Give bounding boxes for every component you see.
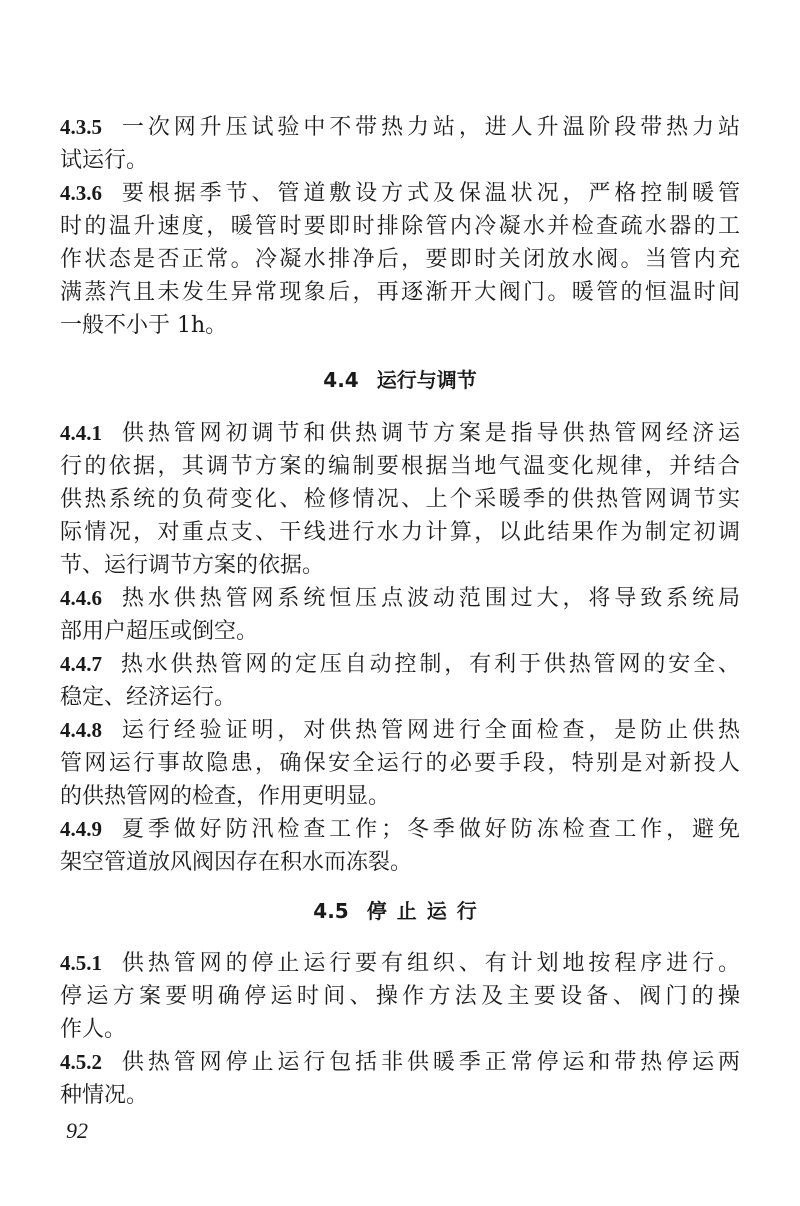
clause-text: 热水供热管网的定压自动控制，有利于供热管网的安全、 [118, 652, 740, 677]
section [60, 364, 740, 879]
text-line [60, 780, 740, 813]
clause-paragraph [60, 714, 740, 813]
clause-text: 供热管网停止运行包括非供暖季正常停运和带热停运两 [118, 1050, 740, 1075]
text-line [60, 582, 740, 615]
clause-number: 4.4.7 [60, 652, 102, 676]
clause-text: 作人。 [60, 1017, 127, 1042]
section-number: 4.5 [313, 899, 349, 923]
text-line [60, 243, 740, 276]
text-line [60, 846, 740, 879]
clause-number: 4.5.1 [60, 951, 102, 975]
clause-number: 4.4.9 [60, 817, 102, 841]
text-line [60, 549, 740, 582]
text-line [60, 681, 740, 714]
text-line [60, 483, 740, 516]
text-line [60, 417, 740, 450]
text-line [60, 1079, 740, 1112]
clause-text: 际情况，对重点支、干线进行水力计算，以此结果作为制定初调 [60, 520, 740, 545]
clause-paragraph [60, 813, 740, 879]
clause-text: 种情况。 [60, 1083, 149, 1108]
clause-number: 4.4.6 [60, 586, 102, 610]
page-number: 92 [66, 1118, 88, 1143]
clause-text: 夏季做好防汛检查工作；冬季做好防冻检查工作，避免 [118, 817, 740, 842]
document-body [60, 111, 740, 1112]
clause-paragraph [60, 1046, 740, 1112]
clause-paragraph [60, 582, 740, 648]
clause-number: 4.3.6 [60, 181, 102, 205]
clause-paragraph [60, 111, 740, 177]
text-line [60, 144, 740, 177]
clause-text: 作状态是否正常。冷凝水排净后，要即时关闭放水阀。当管内充 [60, 247, 740, 272]
clause-number: 4.5.2 [60, 1050, 102, 1074]
clause-paragraph [60, 947, 740, 1046]
section [60, 895, 740, 1112]
clause-text: 试运行。 [60, 148, 149, 173]
clause-text: 节、运行调节方案的依据。 [60, 553, 325, 578]
clause-text: 行的依据，其调节方案的编制要根据当地气温变化规律，并结合 [60, 454, 740, 479]
text-line [60, 1046, 740, 1079]
text-line [60, 648, 740, 681]
clause-number: 4.3.5 [60, 115, 102, 139]
clause-text: 运行经验证明，对供热管网进行全面检查，是防止供热 [118, 718, 740, 743]
section [60, 111, 740, 342]
text-line [60, 276, 740, 309]
section-number: 4.4 [323, 368, 359, 392]
clause-paragraph [60, 177, 740, 342]
clause-text: 满蒸汽且未发生异常现象后，再逐渐开大阀门。暖管的恒温时间 [60, 280, 740, 305]
clause-text: 停运方案要明确停运时间、操作方法及主要设备、阀门的操 [60, 984, 740, 1009]
clause-paragraph [60, 417, 740, 582]
clause-text: 供热系统的负荷变化、检修情况、上个采暖季的供热管网调节实 [60, 487, 740, 512]
clause-number: 4.4.8 [60, 718, 102, 742]
clause-text: 一般不小于 1h。 [60, 313, 228, 338]
clause-text: 管网运行事故隐患，确保安全运行的必要手段，特别是对新投人 [60, 751, 740, 776]
text-line [60, 309, 740, 342]
text-line [60, 714, 740, 747]
text-line [60, 450, 740, 483]
clause-text: 部用户超压或倒空。 [60, 619, 259, 644]
clause-text: 要根据季节、管道敷设方式及保温状况，严格控制暖管 [118, 181, 740, 206]
text-line [60, 747, 740, 780]
clause-text: 时的温升速度，暖管时要即时排除管内冷凝水并检查疏水器的工 [60, 214, 740, 239]
text-line [60, 1013, 740, 1046]
clause-text: 热水供热管网系统恒压点波动范围过大，将导致系统局 [118, 586, 740, 611]
text-line [60, 111, 740, 144]
clause-text: 的供热管网的检查，作用更明显。 [60, 784, 391, 809]
clause-text: 架空管道放风阀因存在积水而冻裂。 [60, 850, 413, 875]
clause-text: 稳定、经济运行。 [60, 685, 237, 710]
text-line [60, 980, 740, 1013]
section-heading [60, 895, 740, 928]
clause-paragraph [60, 648, 740, 714]
clause-number: 4.4.1 [60, 421, 102, 445]
section-title: 停止运行 [366, 899, 487, 923]
clause-text: 一次网升压试验中不带热力站，进人升温阶段带热力站 [118, 115, 740, 140]
clause-text: 供热管网初调节和供热调节方案是指导供热管网经济运 [118, 421, 740, 446]
section-title: 运行与调节 [376, 368, 477, 392]
text-line [60, 177, 740, 210]
section-heading [60, 364, 740, 397]
text-line [60, 813, 740, 846]
text-line [60, 947, 740, 980]
text-line [60, 516, 740, 549]
text-line [60, 615, 740, 648]
clause-text: 供热管网的停止运行要有组织、有计划地按程序进行。 [118, 951, 740, 976]
text-line [60, 210, 740, 243]
